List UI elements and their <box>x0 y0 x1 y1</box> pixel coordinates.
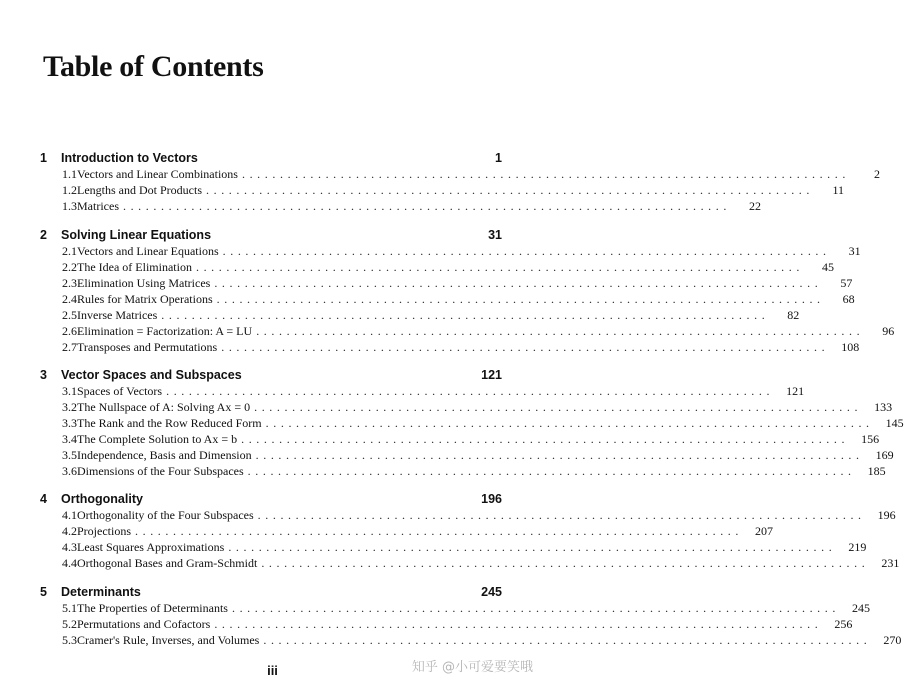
dot-leader: ................................................................................ <box>241 167 850 181</box>
section-number: 1.2 <box>62 183 77 197</box>
dot-leader: ................................................................................ <box>161 308 770 322</box>
section-row[interactable] <box>62 601 870 617</box>
dot-leader: ................................................................................ <box>195 260 804 274</box>
section-row[interactable] <box>62 324 895 340</box>
section-number: 3.6 <box>62 464 77 478</box>
section-row[interactable] <box>62 384 805 400</box>
section-number: 4.2 <box>62 524 77 538</box>
section-number: 5.2 <box>62 617 77 631</box>
section-page-number: 108 <box>841 340 860 354</box>
section-page-number: 57 <box>840 276 853 290</box>
section-page-number: 121 <box>786 384 805 398</box>
section-number: 1.1 <box>62 167 77 181</box>
section-row[interactable] <box>62 432 880 448</box>
dot-leader: ................................................................................ <box>255 448 864 462</box>
section-page-number: 145 <box>885 416 904 430</box>
section-title: Elimination = Factorization: A = LU <box>77 324 253 338</box>
page-title: Table of Contents <box>43 50 264 83</box>
chapter-number: 4 <box>40 492 47 506</box>
section-row[interactable] <box>62 448 894 464</box>
section-number: 1.3 <box>62 199 77 213</box>
section-page-number: 11 <box>832 183 844 197</box>
section-number: 5.1 <box>62 601 77 615</box>
section-page-number: 96 <box>882 324 895 338</box>
section-title: Cramer's Rule, Inverses, and Volumes <box>77 633 260 647</box>
section-number: 2.4 <box>62 292 77 306</box>
dot-leader: ................................................................................ <box>166 384 775 398</box>
dot-leader: ................................................................................ <box>254 400 863 414</box>
dot-leader: ................................................................................ <box>122 199 731 213</box>
dot-leader: ................................................................................ <box>231 601 840 615</box>
section-number: 2.1 <box>62 244 77 258</box>
section-page-number: 231 <box>881 556 900 570</box>
section-title: Transposes and Permutations <box>77 340 218 354</box>
section-number: 3.1 <box>62 384 77 398</box>
section-title: Vectors and Linear Combinations <box>77 167 238 181</box>
section-page-number: 22 <box>748 199 761 213</box>
section-title: Projections <box>77 524 131 538</box>
chapter-number: 1 <box>40 151 47 165</box>
dot-leader: ................................................................................ <box>216 292 825 306</box>
dot-leader: ................................................................................ <box>228 540 837 554</box>
section-title: Inverse Matrices <box>77 308 158 322</box>
section-page-number: 245 <box>851 601 870 615</box>
page-number: iii <box>267 663 278 678</box>
dot-leader: ................................................................................ <box>265 416 874 430</box>
section-page-number: 133 <box>874 400 893 414</box>
section-page-number: 31 <box>848 244 861 258</box>
chapter-page-number: 121 <box>481 368 502 382</box>
section-number: 3.5 <box>62 448 77 462</box>
section-number: 4.3 <box>62 540 77 554</box>
section-title: Spaces of Vectors <box>77 384 163 398</box>
section-page-number: 82 <box>787 308 800 322</box>
section-row[interactable] <box>62 167 880 183</box>
section-row[interactable] <box>62 340 860 356</box>
section-title: Dimensions of the Four Subspaces <box>77 464 244 478</box>
section-row[interactable] <box>62 183 844 199</box>
section-title: Rules for Matrix Operations <box>77 292 213 306</box>
section-title: The Complete Solution to Ax = b <box>77 432 238 446</box>
section-page-number: 169 <box>875 448 894 462</box>
section-row[interactable] <box>62 524 773 540</box>
watermark: 知乎 @小可爱要笑哦 <box>411 660 533 675</box>
section-number: 3.3 <box>62 416 77 430</box>
section-page-number: 2 <box>873 167 880 181</box>
section-number: 2.5 <box>62 308 77 322</box>
dot-leader: ................................................................................ <box>261 556 870 570</box>
section-row[interactable] <box>62 464 886 480</box>
chapter-page-number: 1 <box>495 151 502 165</box>
chapter-row[interactable] <box>40 492 502 508</box>
chapter-row[interactable] <box>40 368 502 384</box>
section-number: 2.2 <box>62 260 77 274</box>
chapter-page-number: 31 <box>488 228 502 242</box>
chapter-row[interactable] <box>40 585 502 601</box>
section-row[interactable] <box>62 199 761 215</box>
dot-leader: ................................................................................ <box>247 464 856 478</box>
dot-leader: ................................................................................ <box>214 617 823 631</box>
chapter-title: Determinants <box>61 585 141 599</box>
section-title: Vectors and Linear Equations <box>77 244 219 258</box>
section-row[interactable] <box>62 617 853 633</box>
chapter-number: 5 <box>40 585 47 599</box>
dot-leader: ................................................................................ <box>256 324 865 338</box>
section-page-number: 219 <box>848 540 867 554</box>
chapter-title: Orthogonality <box>61 492 143 506</box>
section-row[interactable] <box>62 508 896 524</box>
section-page-number: 207 <box>755 524 773 538</box>
section-page-number: 185 <box>867 464 886 478</box>
section-title: Orthogonality of the Four Subspaces <box>77 508 254 522</box>
section-page-number: 270 <box>883 633 902 647</box>
dot-leader: ................................................................................ <box>257 508 866 522</box>
section-row[interactable] <box>62 244 861 260</box>
section-title: The Properties of Determinants <box>77 601 228 615</box>
section-title: Least Squares Approximations <box>77 540 225 554</box>
chapter-row[interactable] <box>40 151 502 167</box>
section-row[interactable] <box>62 633 902 649</box>
section-row[interactable] <box>62 540 867 556</box>
section-title: The Rank and the Row Reduced Form <box>77 416 262 430</box>
section-title: Lengths and Dot Products <box>77 183 202 197</box>
dot-leader: ................................................................................ <box>241 432 850 446</box>
chapter-row[interactable] <box>40 228 502 244</box>
section-number: 5.3 <box>62 633 77 647</box>
section-row[interactable] <box>62 400 893 416</box>
section-title: Orthogonal Bases and Gram-Schmidt <box>77 556 258 570</box>
dot-leader: ................................................................................ <box>135 524 743 538</box>
section-row[interactable] <box>62 416 904 432</box>
section-title: Elimination Using Matrices <box>77 276 211 290</box>
section-number: 4.1 <box>62 508 77 522</box>
section-page-number: 256 <box>834 617 853 631</box>
section-title: The Idea of Elimination <box>77 260 192 274</box>
section-number: 3.2 <box>62 400 77 414</box>
chapter-number: 2 <box>40 228 47 242</box>
section-title: Independence, Basis and Dimension <box>77 448 252 462</box>
section-row[interactable] <box>62 260 834 276</box>
dot-leader: ................................................................................ <box>222 244 831 258</box>
dot-leader: ................................................................................ <box>263 633 872 647</box>
chapter-title: Introduction to Vectors <box>61 151 198 165</box>
chapter-page-number: 196 <box>481 492 502 506</box>
section-page-number: 45 <box>821 260 834 274</box>
dot-leader: ................................................................................ <box>214 276 823 290</box>
section-number: 2.7 <box>62 340 77 354</box>
chapter-number: 3 <box>40 368 47 382</box>
section-page-number: 68 <box>842 292 855 306</box>
section-page-number: 156 <box>861 432 880 446</box>
chapter-page-number: 245 <box>481 585 502 599</box>
dot-leader: ................................................................................ <box>221 340 830 354</box>
section-row[interactable] <box>62 308 800 324</box>
section-title: Matrices <box>77 199 119 213</box>
section-page-number: 196 <box>877 508 896 522</box>
dot-leader: ................................................................................ <box>206 183 814 197</box>
section-row[interactable] <box>62 556 900 572</box>
section-number: 3.4 <box>62 432 77 446</box>
section-number: 2.3 <box>62 276 77 290</box>
section-number: 4.4 <box>62 556 77 570</box>
section-title: The Nullspace of A: Solving Ax = 0 <box>77 400 251 414</box>
chapter-title: Vector Spaces and Subspaces <box>61 368 242 382</box>
section-row[interactable] <box>62 276 853 292</box>
section-row[interactable] <box>62 292 855 308</box>
section-number: 2.6 <box>62 324 77 338</box>
chapter-title: Solving Linear Equations <box>61 228 212 242</box>
section-title: Permutations and Cofactors <box>77 617 211 631</box>
